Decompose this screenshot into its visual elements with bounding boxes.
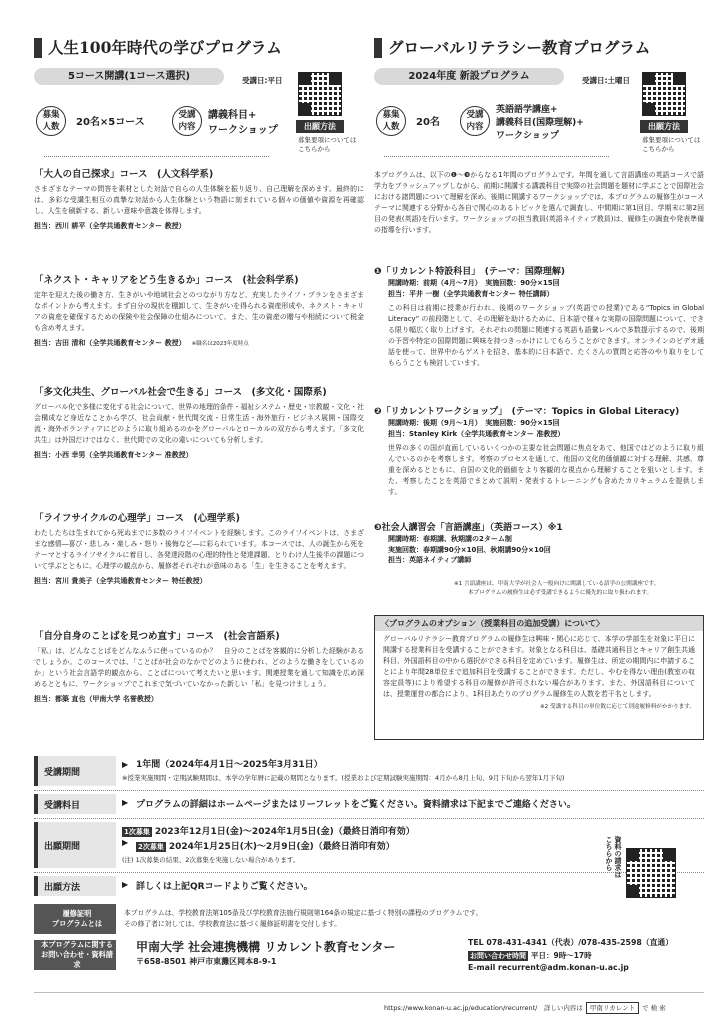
course-description: さまざまなテーマの問答を素材とした対話で自らの人生体験を振り返り、自己理解を深めます。最終的には、多彩な受講生相互の真摯な対話から人生体験という物語に刻まれている個々の価値や資源を再確認し、人生を刷新する、新しい意味や意義を体得します。 [34,185,364,215]
right-divider [384,156,609,157]
email-link[interactable]: E-mail recurrent@adm.konan-u.ac.jp [468,963,629,972]
method-text: 詳しくは上記QRコードよりご覧ください。 [136,882,313,892]
right-content-value-1: 英語語学講座+ [496,105,558,115]
section-line: 担当：英語ネイティブ講師 [388,556,472,564]
left-program-title: 人生100年時代の学びプログラム [34,36,364,60]
right-subbar: 2024年度 新設プログラム [374,68,564,85]
section-line: 担当：Stanley Kirk（全学共通教育センター 准教授） [388,429,565,438]
fee-text: プログラムの詳細はホームページまたはリーフレットをご覧ください。資料請求は下記までご連絡ください。 [136,800,576,810]
request-qr-code[interactable] [626,848,676,898]
section-line: 担当：平井 一樹（全学共通教育センター 特任講師） [388,289,554,298]
apply-period-label: 出願期間 [34,822,116,868]
section-title: ❶「リカレント特設科目」 (テーマ：国際理解) [374,267,566,277]
course-description: 「私」は、どんなことばをどんなふうに使っているのか？ 自分のことばを客観的に分析した経験があるでしょうか。このコースでは、「ことばが社会のなかでどのように使われ、どのような働きをしているのか」という社会言語学的観点から、ことばについて考えたいと思います。関連授業を通して知識を広め深めるとともに、ワークショップでこれまで気づいていなかった新しい「私」を見つけましょう。 [34,647,364,688]
course-item [34,512,364,586]
apply-note: (注) 1次募集の結果、2次募集を実施しない場合があります。 [122,856,300,864]
course-item [34,630,364,704]
section-title: ❸社会人講習会「言語講座」（英語コース）※1 [374,523,563,533]
option-note: ※2 受講する科目の単位数に応じて別途履修料がかかります。 [539,704,695,710]
period-label: 受講期間 [34,756,116,786]
course-description: 定年を迎えた後の働き方、生きがいや地域社会とのつながり方など、充実したライフ・プランをさまざまなポイントから考えます。まず自分の現状を棚卸して、生きがいを得られる資産形成や、ネクスト・キャリアの資産を確保するための保険や社会保障の仕組みについて、また、生の資産の贈与や相続について税金も含め考えます。 [34,291,364,332]
left-subbar: 5コース開講(1コース選択) [34,68,224,85]
hours-row: お問い合わせ時間 平日：9時〜17時 [470,951,592,960]
round1-row: 1次募集 2023年12月1日(金)〜2024年1月5日(金)（最終日消印有効） [124,827,415,837]
arrow-right-icon: ▶ [122,798,129,807]
hours-tag: お問い合わせ時間 [470,952,526,960]
program-section [374,266,704,369]
right-capacity-circle: 募集人数 [376,106,406,136]
course-teacher: 担当：宮川 貴美子（全学共通教育センター 特任教授） [34,577,207,585]
course-item [34,386,364,460]
option-text: グローバルリテラシー教育プログラムの履修生は興味・関心に応じて、本学の学部生を対象に平日に開講する授業科目を受講することができます。対象となる科目は、基礎共通科目とキャリア創生共通科目、外国語科目の中から選択ができる科目を定めています。履修生は、所定の期間内に申請することにより年間28単位まで追加科目を受講することができます。ただし、やむを得ない理由(教室の収容定員等)により希望する科目の履修が許可されない場合があります。また、外国語科目については、授業運営の都合により、1科目あたりのプログラム履修生の人数を若干名とします。 [383,635,695,698]
round2-row: 2次募集 2024年1月25日(木)〜2月9日(金)（最終日消印有効） [138,842,395,852]
left-capacity-value: 20名×5コース [76,117,145,128]
left-capacity-circle: 募集人数 [36,106,66,136]
footnote-1: ※1 言語講座は、甲南大学が社会人一般向けに開講している語学の公開講座です。 本プログラムの履修生は必ず受講できるように優先的に取り扱われます。 [454,581,660,596]
cert-text: 本プログラムは、学校教育法第105条及び学校教育法施行規則第164条の規定に基づく特別の課程のプログラムです。 その修了者に対しては、学校教育法に基づく履修証明書を交付します。 [124,909,483,928]
right-content-value-3: ワークショップ [496,131,559,141]
search-suffix: で 検 索 [642,1004,666,1012]
round2-tag: 2次募集 [138,843,164,851]
right-qr-code[interactable] [642,72,686,116]
org-name: 甲南大学 社会連携機構 リカレント教育センター [136,940,396,954]
section-description: この科目は前期に授業が行われ、後期のワークショップ(英語での授業)である“Topics in Global Literacy” の前段階として、その理解を助けるために、日本語で様々な実際の国際問題について、できる限り幅広く取り上げます。それぞれの問題に関連する英語も語彙レベルで多数提示するので、後期の予習や特定の国際問題に興味を持つきっかけにしてもらうことができます。オンラインのビデオ通話を使って、世界中からゲストを招き、基本的に日本語で、たくさんの質問と応答のやり取りをしてもらうことも検討しています。 [388,304,704,367]
course-item [34,274,364,349]
arrow-right-icon: ▶ [122,760,129,769]
period-text: 1年間（2024年4月1日〜2025年3月31日） [136,760,323,770]
right-apply-badge: 出願方法 [640,120,688,133]
method-label: 出願方法 [34,876,116,896]
request-vertical-note: 資料の請求は こちらから [605,836,622,878]
course-title: 「多文化共生、グローバル社会で生きる」コース (多文化・国際系) [34,387,327,398]
footer-url-row [384,1002,666,1014]
left-content-value-2: ワークショップ [208,125,278,136]
address: 〒658-8501 神戸市東灘区岡本8-9-1 [136,957,277,966]
course-title: 「ライフサイクルの心理学」コース (心理学系) [34,513,240,524]
arrow-right-icon: ▶ [122,838,129,847]
divider [34,818,704,819]
right-capacity-value: 20名 [416,117,440,128]
section-line: 開講時期：後期（9月〜1月） 実施回数：90分×15回 [388,419,560,427]
right-program-title: グローバルリテラシー教育プログラム [374,36,704,60]
left-content-circle: 受講内容 [172,106,202,136]
search-keyword-box[interactable]: 甲南リカレント [586,1002,639,1014]
option-title: 〈プログラムのオプション（授業科目の追加受講）について〉 [375,616,703,631]
right-intro: 本プログラムは、以下の❶〜❸からなる1年間のプログラムです。年間を通して言語講座の英語コースで語学力をブラッシュアップしながら、前期に開講する講義科目で実際の社会問題を題材に学ぶことで国際社会における諸問題について理解を深め、後期に開講するワークショップでは、本プログラムの履修生がコーステーマに関連する分野から各自で関心のあるトピックを選んで調査し、中間期に第1回目、学期末に第2回目の発表(英語)を行います。ワークショップの担当教員(英語ネイティブ教員)は、履修生の調査や発表準備の指導を行います。 [374,171,704,234]
round1-tag: 1次募集 [124,828,150,836]
section-title: ❷「リカレントワークショップ」 (テーマ：Topics in Global Literacy) [374,407,680,417]
course-teacher: 担当：西川 耕平（全学共通教育センター 教授） [34,222,186,230]
left-content-value-1: 講義科目+ [208,110,257,121]
section-line: 開講時期：春期講、秋期講の2ターム制 [388,535,512,543]
option-box [374,615,704,740]
contact-label: 本プログラムに関する お問い合わせ・資料請求 [34,940,116,970]
course-item [34,168,364,231]
tel: TEL 078-431-4341（代表）/078-435-2598（直通） [468,938,673,947]
left-apply-badge: 出願方法 [296,120,344,133]
left-recv-day: 受講日:平日 [242,76,283,85]
program-section [374,406,704,498]
right-content-circle: 受講内容 [460,106,490,136]
right-apply-note: 募集要項については こちらから [642,136,701,153]
cert-label: 履修証明 プログラムとは [34,904,116,934]
section-line: 開講時期：前期（4月〜7月） 実施回数：90分×15回 [388,279,560,287]
course-title: 「大人の自己探求」コース (人文科学系) [34,169,214,180]
divider [34,790,704,791]
course-title: 「ネクスト・キャリアをどう生きるか」コース (社会科学系) [34,275,299,286]
program-section [374,522,704,566]
left-program-column [34,36,364,703]
left-divider [44,156,269,157]
arrow-right-icon: ▶ [122,880,129,889]
course-teacher: 担当：吉田 清和（全学共通教育センター 教授） ※職名は2023年度時点 [34,339,249,347]
course-teacher: 担当：小西 幸男（全学共通教育センター 准教授） [34,451,193,459]
teacher-note: ※職名は2023年度時点 [191,341,249,347]
left-apply-note: 募集要項については こちらから [298,136,357,153]
left-qr-code[interactable] [298,72,342,116]
section-line: 実施回数：春期講90分×10回、秋期講90分×10回 [388,545,551,554]
course-description: わたしたちは生まれてから死ぬまでに多数のライフイベントを経験します。このライフイベントは、さまざまな感情―喜び・悲しみ・楽しみ・怒り・後悔など―に彩られています。本コースでは、人の誕生から死をテーマとするライフサイクルに着目し、各発達段階の心理的特性と発達課題、とりわけ人生後半の課題について学ぶとともに、心理学の観点から、履修者それぞれが意味のある「生」を生きることを考えます。 [34,529,364,570]
right-content-value-2: 講義科目(国際理解)+ [496,118,584,128]
course-teacher: 担当：都築 直也（甲南大学 名誉教授） [34,695,158,703]
course-description: グローバル化で多様に変化する社会について、世界の地理的条件・福祉システム・歴史・宗教観・文化・社会構成など身近なことから学び、社会貢献・世代間交流・日常生活・海外旅行・ビジネス展開・国際交流・海外ボランティアにどのように取り組めるのかをグローバルとローカルの双方から考えます。「多文化共生」は外国だけではなく、世代間での文化の違いについても分析します。 [34,403,364,444]
course-title: 「自分自身のことばを見つめ直す」コース (社会言語系) [34,631,280,642]
footer-url[interactable]: https://www.konan-u.ac.jp/education/recurrent/ 詳しい内容は [384,1004,583,1012]
section-description: 世界の多くの国が直面しているいくつかの主要な社会問題に焦点をあて、他国ではどのように取り組んでいるのかを考察します。考察のプロセスを通して、他国の文化的価値観に対する理解、共感、尊重を深めるとともに、自国の文化的価値をより客観的な視点から理解することを狙いとします。また、考察したことを英語でまとめて説明・発表するトレーニングも含めたカリキュラムを提供します。 [388,444,704,496]
right-recv-day: 受講日:土曜日 [582,76,630,85]
footer-divider [34,992,704,993]
right-program-column [374,36,704,596]
period-note: ※授業実施期間・定期試験期間は、本学の学年暦に記載の期間となります。(授業および定期試験実施期間：4月から8月上旬、9月下旬から翌年1月下旬) [122,774,565,782]
fee-label: 受講料目 [34,794,116,814]
